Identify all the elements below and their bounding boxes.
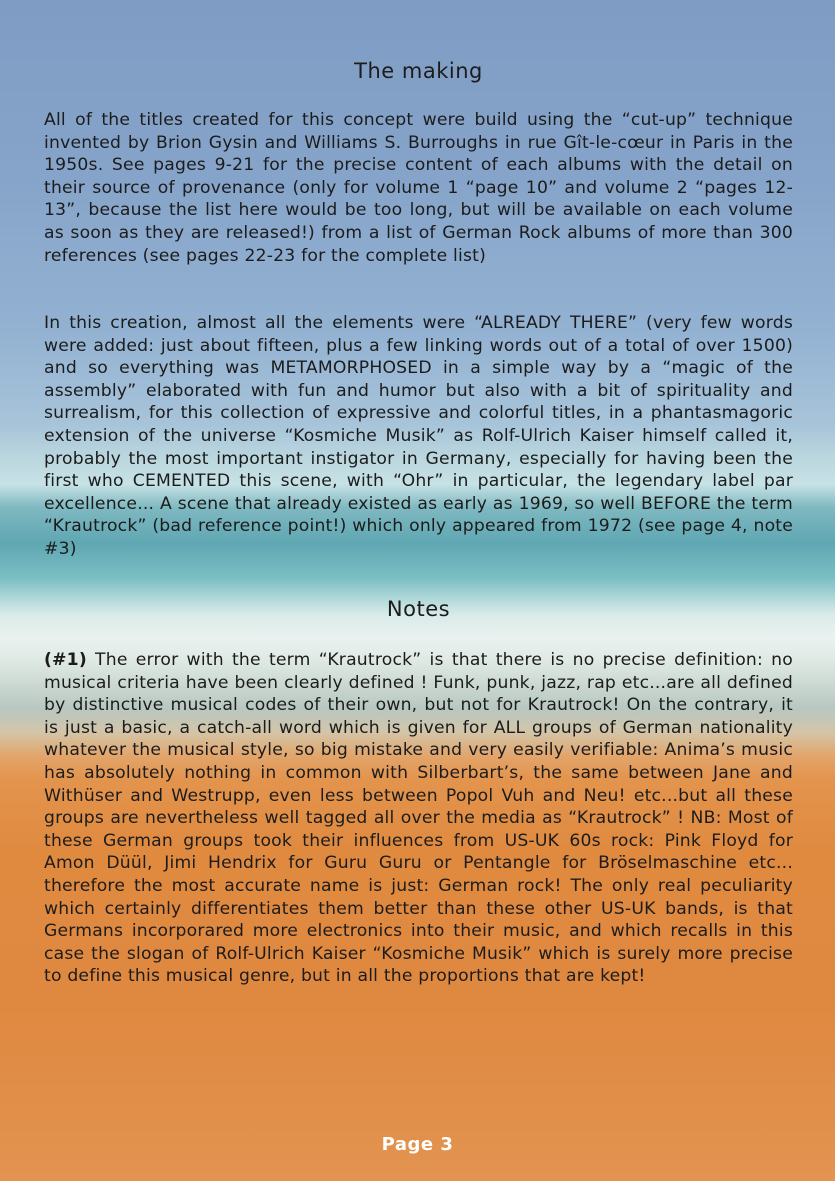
note-1-text: The error with the term “Krautrock” is that there is no precise definition: no musical criteria have been clearly defined ! Funk, punk, jazz, rap etc...are all defined by distinctive musical codes of their own, but not for Krautrock! On the contrary, it is just a basic, a catch-all word which is given for ALL groups of German nationality whatever the musical style, so big mistake and very easily verifiable: Anima’s music has absolutely nothing in common with Silberbart’s, the same between Jane and Withüser and Westrupp, even less between Popol Vuh and Neu! etc...but all these groups are nevertheless well tagged all over the media as “Krautrock” ! NB: Most of these German groups took their influences from US-UK 60s rock: Pink Floyd for Amon Düül, Jimi Hendrix for Guru Guru or Pentangle for Bröselmaschine etc... therefore the most accurate name is just: German rock! The only real peculiarity which certainly differentiates them better than these other US-UK bands, is that Germans incorporared more electronics into their music, and which recalls in this case the slogan of Rolf-Ulrich Kaiser “Kosmiche Musik” which is surely more precise to define this musical genre, but in all the proportions that are kept! — [44, 650, 793, 987]
note-1 — [44, 649, 793, 988]
making-title: The making — [354, 59, 483, 83]
making-paragraph-1: All of the titles created for this concept were build using the “cut-up” technique invented by Brion Gysin and Williams S. Burroughs in rue Gît-le-cœur in Paris in the 1950s. See pages 9-21 for the precise content of each albums with the detail on their source of provenance (only for volume 1 “page 10” and volume 2 “pages 12-13”, because the list here would be too long, but will be available on each volume as soon as they are released!) from a list of German Rock albums of more than 300 references (see pages 22-23 for the complete list) — [44, 110, 793, 266]
making-paragraph-2: In this creation, almost all the elements were “ALREADY THERE” (very few words were added: just about fifteen, plus a few linking words out of a total of over 1500) and so everything was METAMORPHOSED in a simple way by a “magic of the assembly” elaborated with fun and humor but also with a bit of spirituality and surrealism, for this collection of expressive and colorful titles, in a phantasmagoric extension of the universe “Kosmiche Musik” as Rolf-Ulrich Kaiser himself called it, probably the most important instigator in Germany, especially for having been the first who CEMENTED this scene, with “Ohr” in particular, the legendary label par excellence... A scene that already existed as early as 1969, so well BEFORE the term “Krautrock” (bad reference point!) which only appeared from 1972 (see page 4, note #3) — [44, 313, 793, 559]
page-number: Page 3 — [381, 1134, 454, 1155]
note-1-marker: (#1) — [44, 650, 87, 670]
notes-title: Notes — [386, 597, 451, 621]
